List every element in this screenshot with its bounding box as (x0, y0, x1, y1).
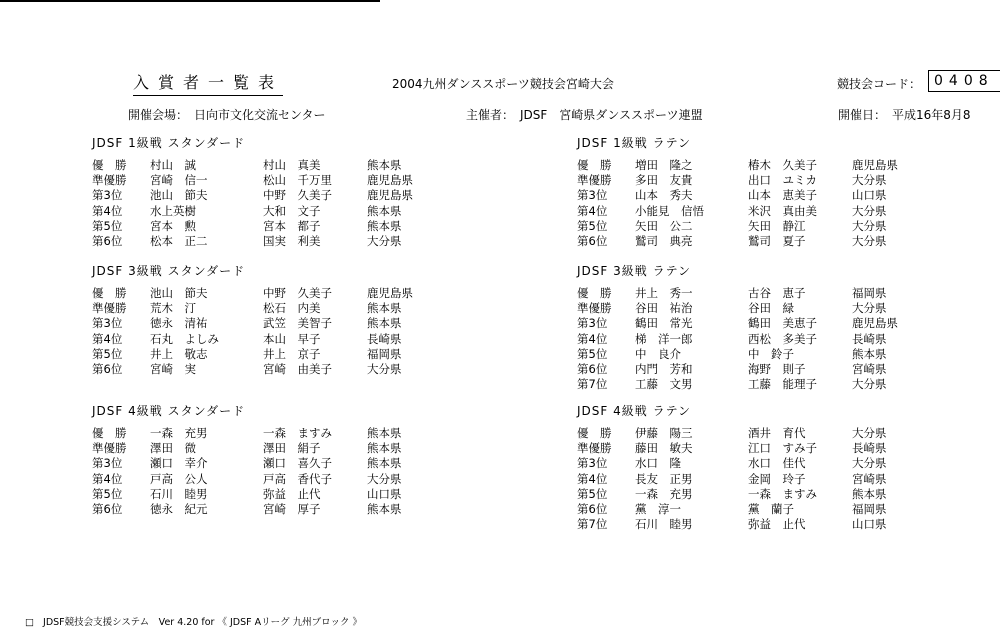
competition-code-box: 0408 (928, 70, 1000, 92)
female-name-cell: 水口 佳代 (748, 456, 806, 471)
result-row (577, 362, 937, 377)
prefecture-cell: 大分県 (852, 456, 887, 471)
result-row (92, 301, 452, 316)
result-row (92, 158, 452, 173)
female-name-cell: 村山 真美 (263, 158, 321, 172)
female-name-cell: 大和 文子 (263, 203, 321, 218)
male-name-cell: 内門 芳和 (635, 361, 693, 376)
rank-cell: 第6位 (577, 233, 608, 248)
male-name-cell: 宮崎 実 (150, 361, 196, 376)
result-row (577, 377, 937, 392)
date-text: 開催日： 平成16年8月8 (838, 108, 971, 122)
male-name-cell: 一森 充男 (635, 486, 693, 501)
male-name-cell: 村山 誠 (150, 158, 196, 172)
prefecture-cell: 熊本県 (367, 158, 402, 172)
result-block-title: JDSF 3級戦 スタンダード (92, 264, 246, 278)
result-block-title: JDSF 4級戦 ラテン (577, 404, 691, 418)
top-border-line (0, 0, 380, 2)
result-row (577, 472, 937, 487)
female-name-cell: 武笠 美智子 (263, 316, 332, 331)
rank-cell: 第3位 (577, 188, 608, 203)
rank-cell: 第4位 (92, 471, 123, 486)
rank-cell: 第4位 (577, 331, 608, 346)
prefecture-cell: 大分県 (852, 233, 887, 248)
male-name-cell: 矢田 公二 (635, 218, 693, 233)
prefecture-cell: 長崎県 (852, 331, 887, 346)
male-name-cell: 梯 洋一郎 (635, 331, 693, 346)
prefecture-cell: 鹿児島県 (367, 173, 413, 188)
prefecture-cell: 大分県 (852, 173, 887, 188)
prefecture-cell: 福岡県 (367, 346, 402, 361)
result-block (92, 404, 452, 517)
prefecture-cell: 熊本県 (852, 486, 887, 501)
rank-cell: 準優勝 (92, 173, 127, 188)
result-row (577, 158, 937, 173)
prefecture-cell: 熊本県 (367, 441, 402, 456)
female-name-cell: 松石 内美 (263, 301, 321, 316)
female-name-cell: 酒井 育代 (748, 426, 806, 440)
result-row (92, 286, 452, 301)
rank-cell: 第3位 (92, 456, 123, 471)
result-block (577, 136, 937, 249)
prefecture-cell: 大分県 (852, 301, 887, 316)
female-name-cell: 澤田 絹子 (263, 441, 321, 456)
prefecture-cell: 長崎県 (367, 331, 402, 346)
result-row (92, 362, 452, 377)
result-row (92, 441, 452, 456)
prefecture-cell: 鹿児島県 (852, 316, 898, 331)
rank-cell: 準優勝 (92, 441, 127, 456)
result-row (577, 332, 937, 347)
male-name-cell: 水上英樹 (150, 203, 196, 218)
rank-cell: 第3位 (92, 316, 123, 331)
result-row (577, 502, 937, 517)
rank-cell: 第5位 (92, 218, 123, 233)
rank-cell: 第4位 (92, 203, 123, 218)
female-name-cell: 江口 すみ子 (748, 441, 817, 456)
rank-cell: 第4位 (577, 203, 608, 218)
result-row (577, 426, 937, 441)
result-row (92, 173, 452, 188)
rank-cell: 第4位 (577, 471, 608, 486)
result-row (577, 204, 937, 219)
male-name-cell: 水口 隆 (635, 456, 681, 471)
female-name-cell: 米沢 真由美 (748, 203, 817, 218)
female-name-cell: 弥益 止代 (263, 486, 321, 501)
female-name-cell: 瀬口 喜久子 (263, 456, 332, 471)
male-name-cell: 中 良介 (635, 346, 681, 361)
rank-cell: 第6位 (92, 233, 123, 248)
prefecture-cell: 福岡県 (852, 501, 887, 516)
prefecture-cell: 熊本県 (367, 316, 402, 331)
result-row (577, 347, 937, 362)
male-name-cell: 池山 節夫 (150, 286, 208, 300)
prefecture-cell: 山口県 (367, 486, 402, 501)
male-name-cell: 工藤 文男 (635, 377, 693, 392)
prefecture-cell: 熊本県 (367, 426, 402, 440)
prefecture-cell: 宮崎県 (852, 361, 887, 376)
female-name-cell: 谷田 緑 (748, 301, 794, 316)
result-row (92, 502, 452, 517)
female-name-cell: 松山 千万里 (263, 173, 332, 188)
venue-text: 開催会場： 日向市文化交流センター (128, 108, 326, 122)
male-name-cell: 瀬口 幸介 (150, 456, 208, 471)
male-name-cell: 鶴田 常光 (635, 316, 693, 331)
result-row (92, 188, 452, 203)
male-name-cell: 池山 節夫 (150, 188, 208, 203)
result-row (577, 487, 937, 502)
female-name-cell: 矢田 静江 (748, 218, 806, 233)
prefecture-cell: 長崎県 (852, 441, 887, 456)
male-name-cell: 多田 友貴 (635, 173, 693, 188)
male-name-cell: 徳永 紀元 (150, 501, 208, 516)
male-name-cell: 宮崎 信一 (150, 173, 208, 188)
rank-cell: 第5位 (577, 346, 608, 361)
prefecture-cell: 熊本県 (852, 346, 887, 361)
rank-cell: 準優勝 (92, 301, 127, 316)
footer-text: JDSF競技会支援システム Ver 4.20 for 《 JDSF Aリーグ 九州ブロック 》 (43, 617, 362, 628)
male-name-cell: 戸高 公人 (150, 471, 208, 486)
rank-cell: 第4位 (92, 331, 123, 346)
result-row (577, 316, 937, 331)
male-name-cell: 山本 秀夫 (635, 188, 693, 203)
rank-cell: 準優勝 (577, 173, 612, 188)
male-name-cell: 長友 正男 (635, 471, 693, 486)
rank-cell: 優 勝 (577, 426, 612, 440)
result-block-title: JDSF 1級戦 スタンダード (92, 136, 246, 150)
result-row (92, 487, 452, 502)
rank-cell: 第5位 (577, 486, 608, 501)
rank-cell: 第7位 (577, 517, 608, 532)
result-block-title: JDSF 4級戦 スタンダード (92, 404, 246, 418)
rank-cell: 第6位 (577, 501, 608, 516)
male-name-cell: 伊藤 陽三 (635, 426, 693, 440)
rank-cell: 優 勝 (92, 158, 127, 172)
result-row (92, 472, 452, 487)
female-name-cell: 戸高 香代子 (263, 471, 332, 486)
male-name-cell: 井上 敬志 (150, 346, 208, 361)
female-name-cell: 黨 蘭子 (748, 501, 794, 516)
male-name-cell: 松本 正二 (150, 233, 208, 248)
result-row (92, 234, 452, 249)
female-name-cell: 弥益 止代 (748, 517, 806, 532)
result-block (577, 404, 937, 532)
result-row (577, 456, 937, 471)
result-block (577, 264, 937, 392)
prefecture-cell: 福岡県 (852, 286, 887, 300)
rank-cell: 第5位 (577, 218, 608, 233)
male-name-cell: 谷田 祐治 (635, 301, 693, 316)
prefecture-cell: 鹿児島県 (367, 188, 413, 203)
event-name: 2004九州ダンススポーツ競技会宮崎大会 (392, 77, 614, 91)
male-name-cell: 石川 睦男 (635, 517, 693, 532)
male-name-cell: 宮本 勲 (150, 218, 196, 233)
result-row (577, 286, 937, 301)
rank-cell: 第6位 (577, 361, 608, 376)
female-name-cell: 井上 京子 (263, 346, 321, 361)
rank-cell: 第5位 (92, 346, 123, 361)
rank-cell: 準優勝 (577, 301, 612, 316)
result-row (92, 316, 452, 331)
result-row (577, 517, 937, 532)
result-row (577, 188, 937, 203)
result-block-title: JDSF 3級戦 ラテン (577, 264, 691, 278)
prefecture-cell: 大分県 (367, 361, 402, 376)
rank-cell: 優 勝 (92, 286, 127, 300)
result-row (92, 204, 452, 219)
result-row (92, 332, 452, 347)
result-row (577, 301, 937, 316)
male-name-cell: 鷲司 典亮 (635, 233, 693, 248)
male-name-cell: 澤田 微 (150, 441, 196, 456)
male-name-cell: 井上 秀一 (635, 286, 693, 300)
rank-cell: 第3位 (92, 188, 123, 203)
female-name-cell: 出口 ユミカ (748, 173, 817, 188)
female-name-cell: 一森 ますみ (748, 486, 817, 501)
male-name-cell: 藤田 敏夫 (635, 441, 693, 456)
male-name-cell: 荒木 汀 (150, 301, 196, 316)
prefecture-cell: 宮崎県 (852, 471, 887, 486)
prefecture-cell: 山口県 (852, 517, 887, 532)
male-name-cell: 増田 隆之 (635, 158, 693, 172)
female-name-cell: 宮崎 由美子 (263, 361, 332, 376)
female-name-cell: 本山 早子 (263, 331, 321, 346)
male-name-cell: 黨 淳一 (635, 501, 681, 516)
result-row (577, 441, 937, 456)
result-block (92, 136, 452, 249)
female-name-cell: 工藤 能理子 (748, 377, 817, 392)
female-name-cell: 山本 恵美子 (748, 188, 817, 203)
result-row (577, 173, 937, 188)
female-name-cell: 中 鈴子 (748, 346, 794, 361)
rank-cell: 第5位 (92, 486, 123, 501)
female-name-cell: 金岡 玲子 (748, 471, 806, 486)
rank-cell: 優 勝 (577, 158, 612, 172)
prefecture-cell: 大分県 (852, 426, 887, 440)
female-name-cell: 中野 久美子 (263, 286, 332, 300)
result-block-title: JDSF 1級戦 ラテン (577, 136, 691, 150)
competition-code-label: 競技会コード： (837, 77, 922, 91)
female-name-cell: 国実 利美 (263, 233, 321, 248)
page-title: 入賞者一覧表 (133, 70, 283, 96)
rank-cell: 優 勝 (577, 286, 612, 300)
female-name-cell: 西松 多美子 (748, 331, 817, 346)
prefecture-cell: 大分県 (852, 218, 887, 233)
result-row (577, 234, 937, 249)
prefecture-cell: 熊本県 (367, 218, 402, 233)
female-name-cell: 鶴田 美恵子 (748, 316, 817, 331)
prefecture-cell: 鹿児島県 (367, 286, 413, 300)
rank-cell: 第7位 (577, 377, 608, 392)
prefecture-cell: 熊本県 (367, 203, 402, 218)
rank-cell: 第6位 (92, 361, 123, 376)
prefecture-cell: 山口県 (852, 188, 887, 203)
female-name-cell: 中野 久美子 (263, 188, 332, 203)
male-name-cell: 一森 充男 (150, 426, 208, 440)
male-name-cell: 徳永 清祐 (150, 316, 208, 331)
result-row (92, 426, 452, 441)
male-name-cell: 小能見 信悟 (635, 203, 704, 218)
female-name-cell: 一森 ますみ (263, 426, 332, 440)
result-row (92, 219, 452, 234)
footer (25, 614, 362, 628)
prefecture-cell: 大分県 (367, 233, 402, 248)
prefecture-cell: 大分県 (852, 377, 887, 392)
female-name-cell: 古谷 恵子 (748, 286, 806, 300)
organizer-text: 主催者： JDSF 宮崎県ダンススポーツ連盟 (466, 108, 703, 122)
female-name-cell: 宮崎 厚子 (263, 501, 321, 516)
male-name-cell: 石丸 よしみ (150, 331, 219, 346)
rank-cell: 第6位 (92, 501, 123, 516)
rank-cell: 第3位 (577, 456, 608, 471)
male-name-cell: 石川 睦男 (150, 486, 208, 501)
female-name-cell: 椿木 久美子 (748, 158, 817, 172)
female-name-cell: 宮本 都子 (263, 218, 321, 233)
prefecture-cell: 鹿児島県 (852, 158, 898, 172)
prefecture-cell: 熊本県 (367, 301, 402, 316)
footer-mark: □ (25, 617, 34, 628)
female-name-cell: 鷲司 夏子 (748, 233, 806, 248)
prefecture-cell: 大分県 (367, 471, 402, 486)
female-name-cell: 海野 則子 (748, 361, 806, 376)
result-row (92, 347, 452, 362)
rank-cell: 優 勝 (92, 426, 127, 440)
result-block (92, 264, 452, 377)
prefecture-cell: 熊本県 (367, 456, 402, 471)
result-row (577, 219, 937, 234)
result-row (92, 456, 452, 471)
prefecture-cell: 大分県 (852, 203, 887, 218)
rank-cell: 第3位 (577, 316, 608, 331)
prefecture-cell: 熊本県 (367, 501, 402, 516)
rank-cell: 準優勝 (577, 441, 612, 456)
